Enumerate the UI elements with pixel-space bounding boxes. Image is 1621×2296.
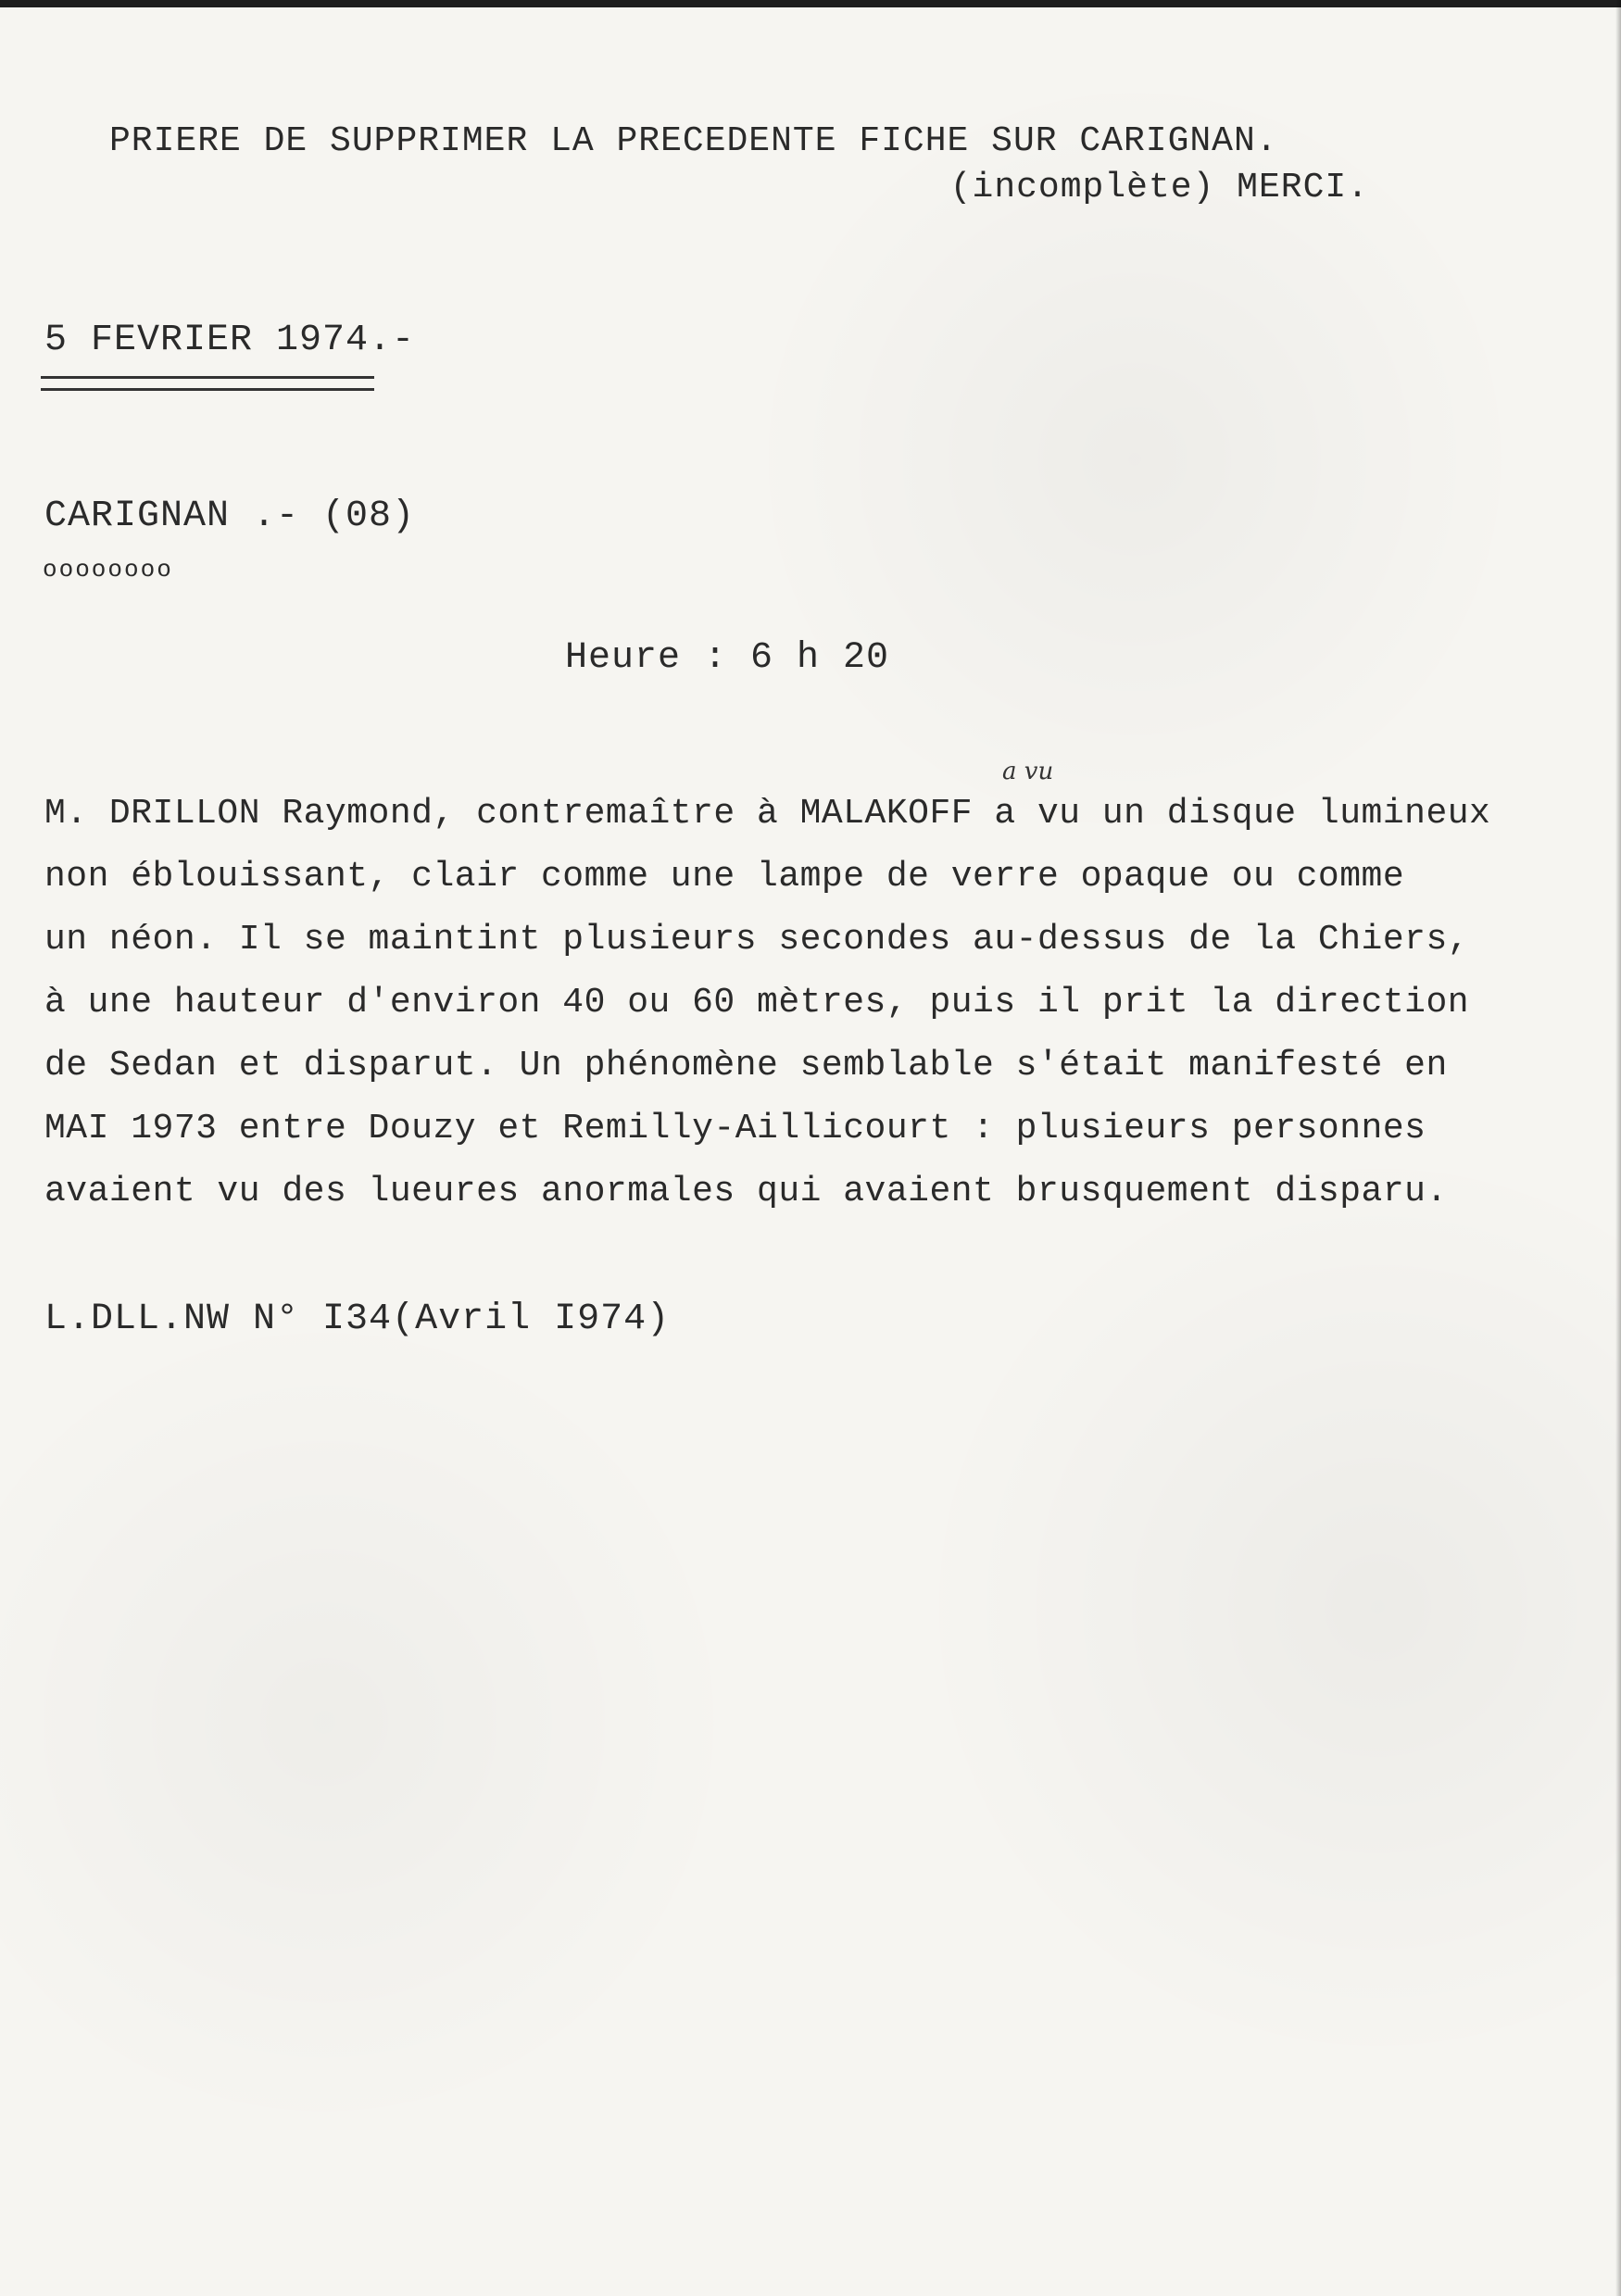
report-date: 5 FEVRIER 1974.- (44, 320, 416, 361)
report-location: CARIGNAN .- (08) (44, 496, 416, 537)
report-body (44, 783, 1564, 1223)
body-line: non éblouissant, clair comme une lampe de verre opaque ou comme (44, 857, 1405, 897)
report-time: Heure : 6 h 20 (565, 637, 890, 679)
source-reference: L.DLL.NW N° I34(Avril I974) (44, 1299, 671, 1340)
date-double-underline (41, 376, 374, 391)
notice-line-2: (incomplète) MERCI. (949, 168, 1369, 207)
right-edge-shadow (1615, 0, 1621, 2296)
body-line: MAI 1973 entre Douzy et Remilly-Aillicourt : plusieurs personnes (44, 1109, 1426, 1148)
location-dotted-underline: oooooooo (43, 556, 173, 583)
body-line: un néon. Il se maintint plusieurs secondes au-dessus de la Chiers, (44, 920, 1470, 960)
body-line: à une hauteur d'environ 40 ou 60 mètres, puis il prit la direction (44, 983, 1470, 1023)
body-line: de Sedan et disparut. Un phénomène semblable s'était manifesté en (44, 1046, 1448, 1085)
top-border (0, 0, 1621, 7)
body-line: M. DRILLON Raymond, contremaître à MALAKOFF a vu un disque lumineux (44, 794, 1491, 834)
notice-line-1: PRIERE DE SUPPRIMER LA PRECEDENTE FICHE SUR CARIGNAN. (109, 121, 1278, 161)
handwritten-correction: a vu (1002, 758, 1054, 785)
body-line: avaient vu des lueures anormales qui avaient brusquement disparu. (44, 1172, 1448, 1211)
deletion-notice (109, 119, 1369, 211)
